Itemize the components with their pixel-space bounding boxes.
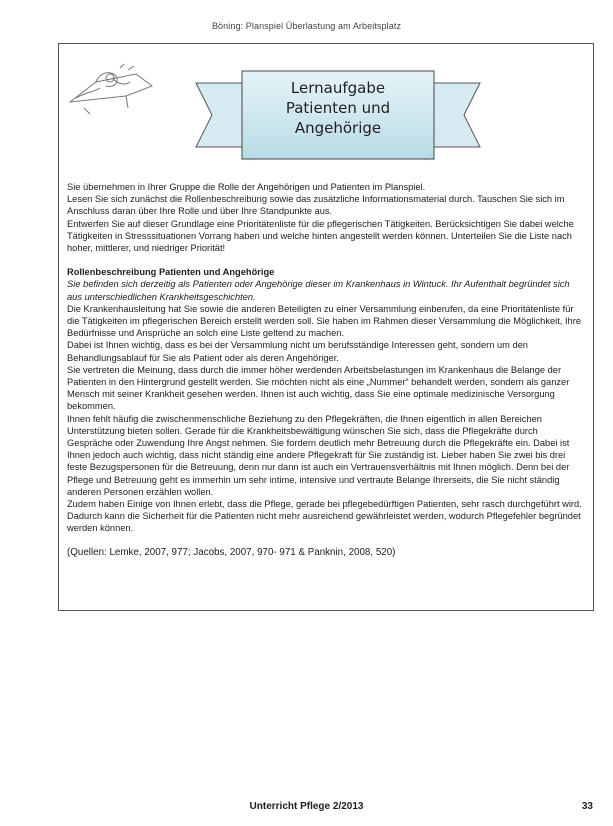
patient-bed-illustration [66,62,156,117]
section-heading: Rollenbeschreibung Patienten und Angehörige [67,267,275,278]
task-paragraph: Lesen Sie sich zunächst die Rollenbeschreibung sowie das zusätzliche Informationsmaterial durch. Tauschen Sie sich im Anschluss daran über Ihre Rolle und über Ihre Standpunkte aus. [67,194,565,217]
role-paragraph: Sie vertreten die Meinung, dass durch die immer höher werdenden Arbeitsbelastungen im Krankenhaus die Belange der Patienten in den Hintergrund gestellt werden. Sie möchten nicht als eine „Nummer“ behandelt werden, sondern als ganzer Mensch mit seiner Krankheit gesehen werden. Ihnen ist auch wichtig, dass Sie eine optimale medizinische Versorgung bekommen. [67,364,570,412]
footer-journal: Unterricht Pflege 2/2013 [249,801,364,812]
task-paragraph: Sie übernehmen in Ihrer Gruppe die Rolle der Angehörigen und Patienten im Planspiel. [67,182,426,192]
banner-title-line: Angehörige [294,119,382,137]
banner-title [248,78,428,138]
banner-title-line: Lernaufgabe [290,79,386,97]
role-paragraph: Zudem haben Einige von Ihnen erlebt, dass die Pflege, gerade bei pflegebedürftigen Patienten, sehr rasch durchgeführt wird. Dadurch kann die Sicherheit für die Patienten nicht mehr ausreichend gewährleistet werden, wodurch Pflegefehler begründet werden können. [67,499,582,534]
spacer [67,254,585,266]
task-paragraph: Entwerfen Sie auf dieser Grundlage eine Prioritätenliste für die pflegerischen Tätigkeiten. Berücksichtigen Sie dabei welche Tätigkeiten in Stresssituationen Vorrang haben und welche hinten angestellt werden können. Unterteilen Sie die Liste nach hoher, mittlerer, und niedriger Priorität! [67,218,574,254]
banner-title-line: Patienten und [285,99,391,117]
role-intro: Sie befinden sich derzeitig als Patienten oder Angehörige dieser im Krankenhaus in Wintuck. Ihr Aufenthalt begründet sich aus unterschiedlichen Krankheitsgeschichten. [67,279,570,302]
running-header: Böning: Planspiel Überlastung am Arbeitsplatz [211,21,402,31]
role-paragraph: Ihnen fehlt häufig die zwischenmenschliche Beziehung zu den Pflegekräften, die Ihnen eigentlich in allen Bereichen Unterstützung bieten sollen. Gerade für die Krankheitsbewältigung wünschen Sie sich, dass die Pflegekräfte durch Gespräche oder Zuwendung Ihre Angst nehmen. Sie fordern deutlich mehr Betreuung durch die Pflegekräfte ein. Dabei ist Ihnen jedoch auch wichtig, dass nicht ständig eine andere Pflegekraft für Sie zuständig ist. Lieber haben Sie zwei bis drei feste Bezugspersonen für die Betreuung, denn nur dann ist auch ein Vertrauensverhältnis mit Ihnen möglich. Denn bei der Pflege und Betreuung geht es immerhin um sehr intime, intensive und vertraute Belange Ihrerseits, die Sie nicht ständig anderen Personen erzählen wollen. [67,413,570,497]
role-paragraph: Dabei ist Ihnen wichtig, dass es bei der Versammlung nicht um berufsständige Interessen geht, sondern um den Behandlungsablauf für Sie als Patient oder als deren Angehöriger. [67,340,528,363]
source-citation: (Quellen: Lemke, 2007, 977; Jacobs, 2007, 970- 971 & Panknin, 2008, 520) [67,546,396,558]
page-number: 33 [581,801,593,812]
role-paragraph: Die Krankenhausleitung hat Sie sowie die anderen Beteiligten zu einer Versammlung einberufen, da eine Prioritätenliste für die Tätigkeiten im pflegerischen Bereich erstellt werden soll. Sie haben im Rahmen dieser Versammlung die Möglichkeit, Ihre Bedürfnisse und Ansprüche an solch eine Liste geltend zu machen. [67,303,581,339]
content-text [67,181,585,559]
